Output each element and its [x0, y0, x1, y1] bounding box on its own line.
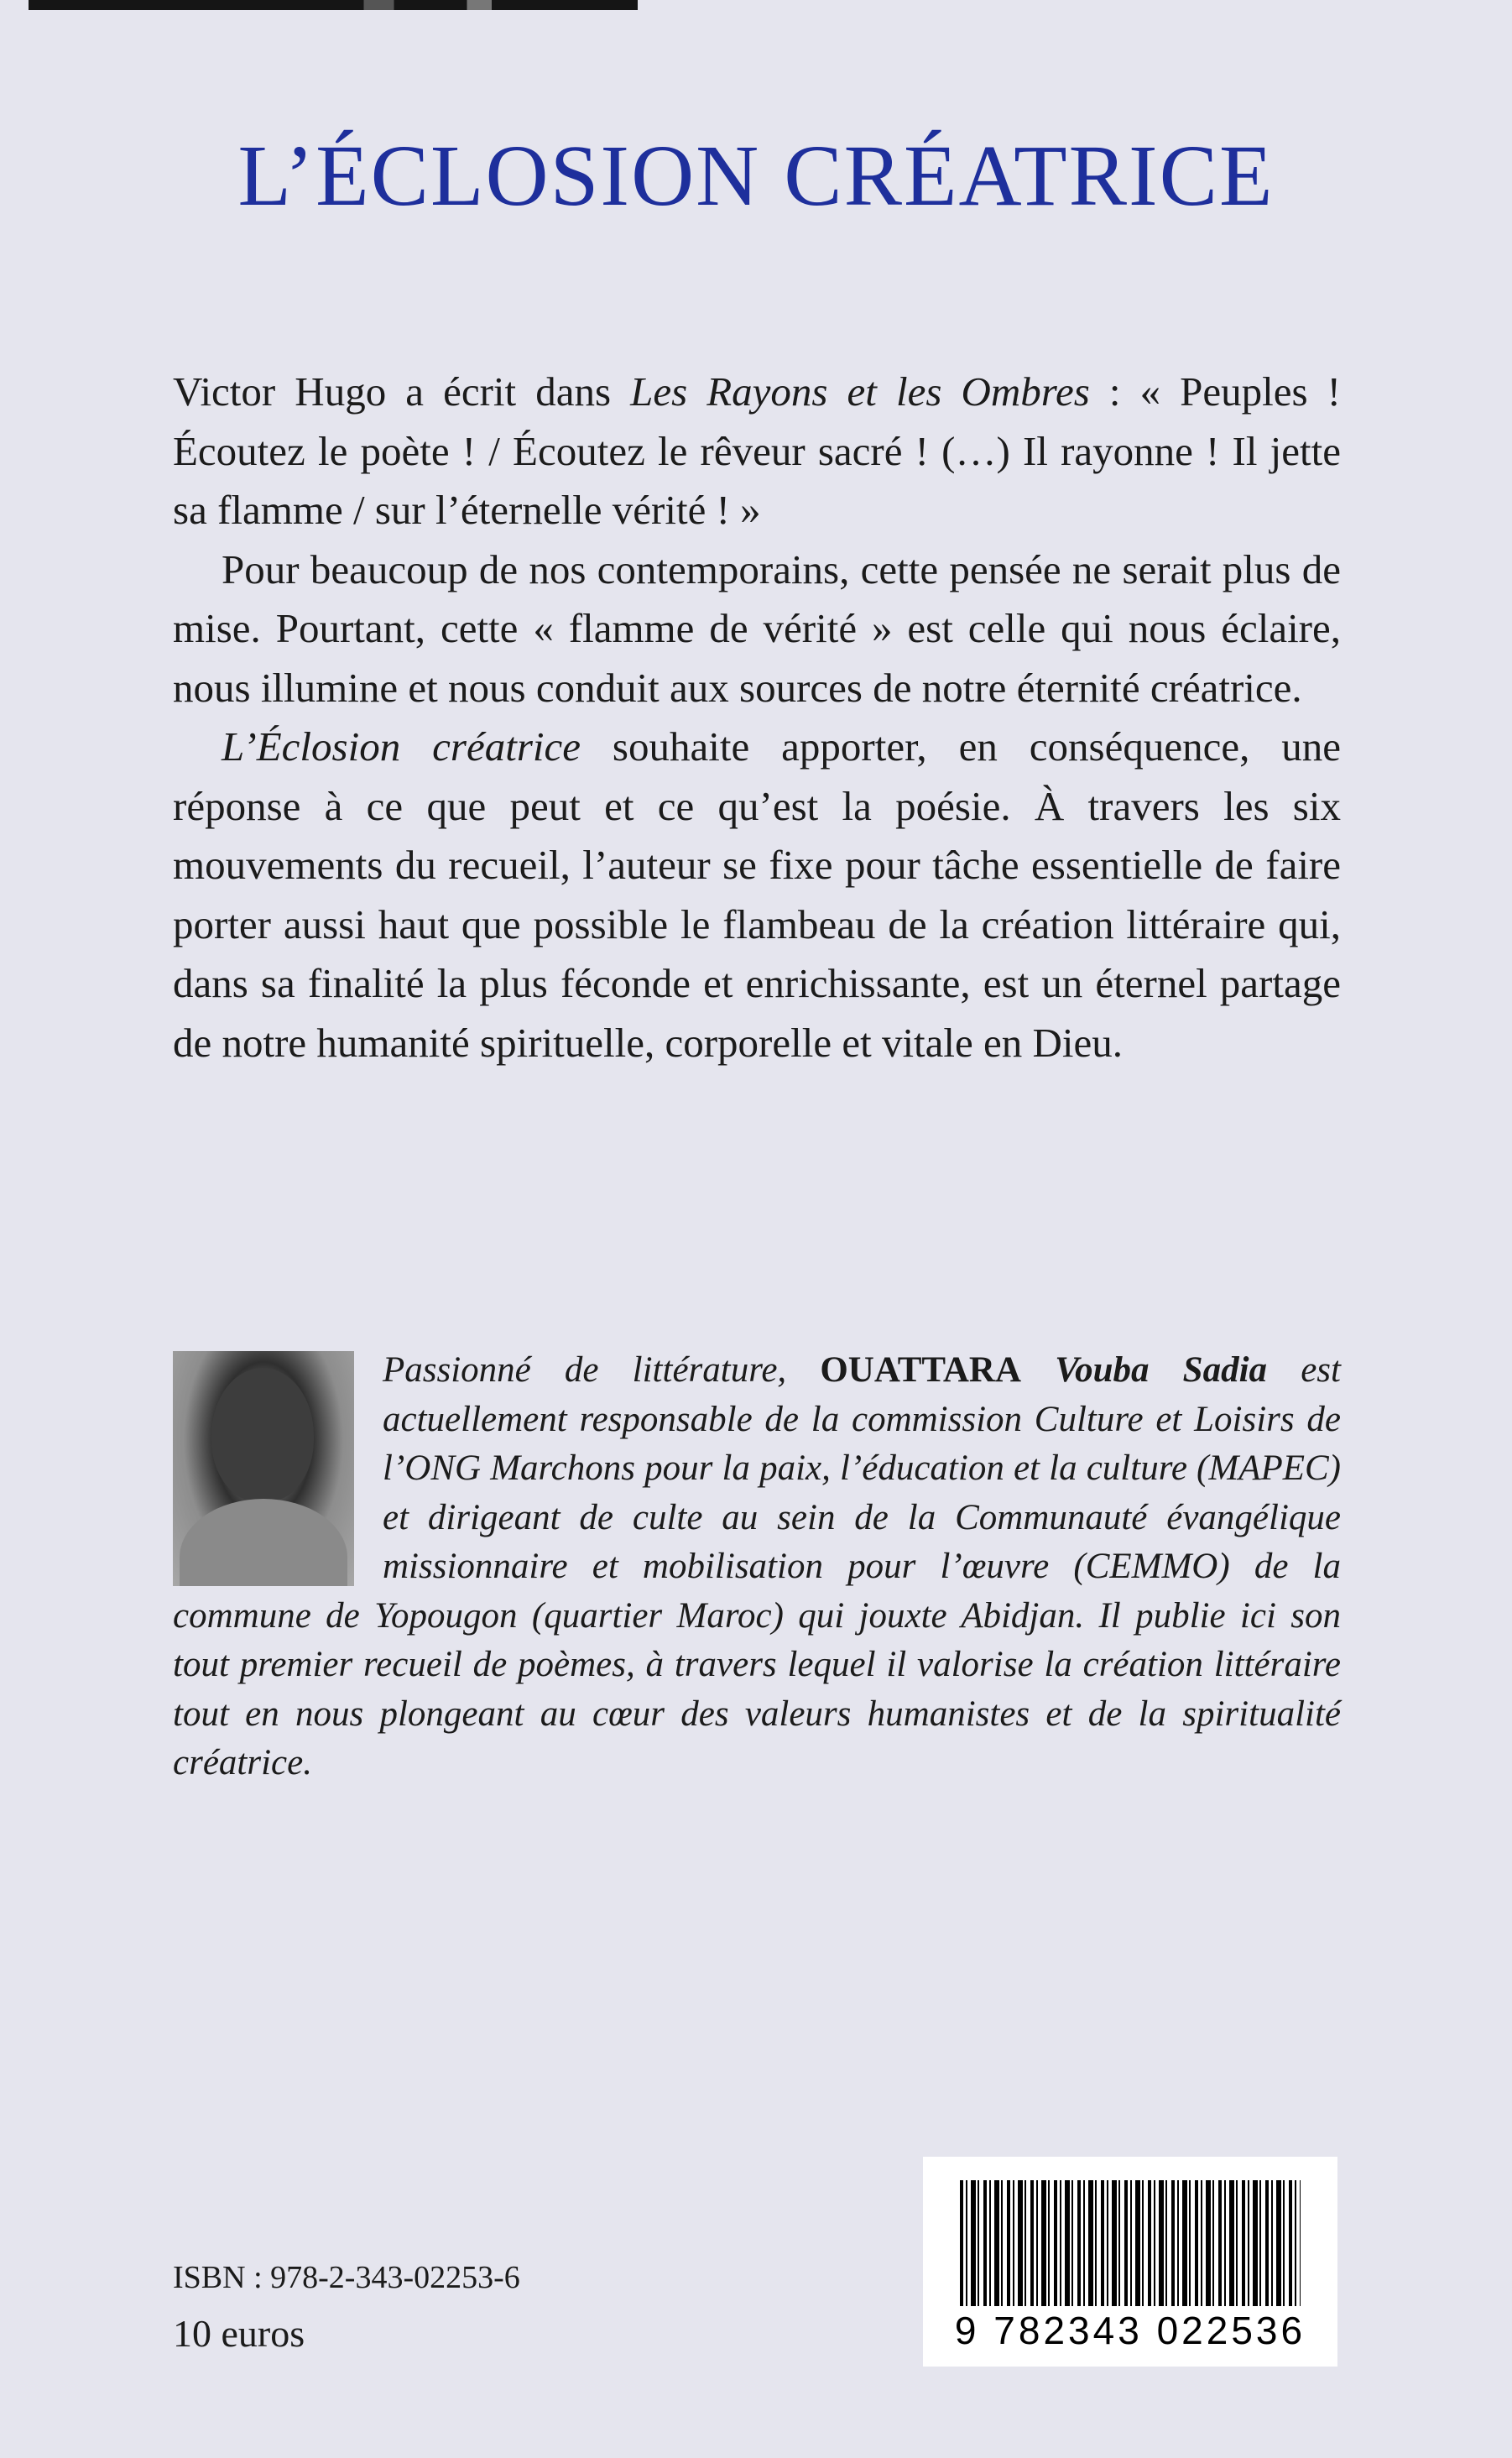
author-given-name: Vouba Sadia [1021, 1350, 1268, 1390]
barcode [923, 2157, 1337, 2367]
price-label: 10 euros [173, 2312, 305, 2355]
blurb-paragraph-3 [173, 718, 1341, 1072]
quoted-work-title: Les Rayons et les Ombres [630, 368, 1090, 415]
author-photo-head [211, 1368, 314, 1502]
blurb-paragraph-1 [173, 363, 1341, 540]
blurb-text: souhaite apporter, en conséquence, une réponse à ce que peut et ce qu’est la poésie. À travers les six mouvements du recueil, l’auteur se fixe pour tâche essentielle de faire porter aussi haut que possible le flambeau de la création littéraire qui, dans sa finalité la plus féconde et enrichissante, est un éternel partage de notre humanité spirituelle, corporelle et vitale en Dieu. [173, 723, 1341, 1066]
barcode-digits: 9 782343 022536 [954, 2309, 1306, 2352]
author-surname: OUATTARA [820, 1350, 1022, 1390]
book-title: L’ÉCLOSION CRÉATRICE [237, 128, 1275, 224]
author-photo [173, 1351, 354, 1586]
author-bio [173, 1346, 1341, 1788]
isbn-label: ISBN : 978-2-343-02253-6 [173, 2260, 520, 2295]
blurb-text: Victor Hugo a écrit dans [173, 368, 631, 415]
bio-text: est actuellement responsable de la commission Culture et Loisirs de l’ONG Marchons pour la paix, l’éducation et la culture (MAPEC) et dirigeant de culte au sein de la Communauté évangélique missionnaire et mobilisation pour l’œuvre (CEMMO) de la commune de Yopougon (quartier Maroc) qui jouxte Abidjan. Il publie ici son tout premier recueil de poèmes, à travers lequel il valorise la création littéraire tout en nous plongeant au cœur des valeurs humanistes et de la spiritualité créatrice. [173, 1350, 1341, 1782]
cover-blurb [173, 363, 1341, 1072]
blurb-paragraph-2: Pour beaucoup de nos contemporains, cette pensée ne serait plus de mise. Pourtant, cette « flamme de vérité » est celle qui nous éclaire, nous illumine et nous conduit aux sources de notre éternité créatrice. [173, 545, 1341, 711]
barcode-bars [960, 2180, 1301, 2306]
book-title-mention: L’Éclosion créatrice [222, 723, 581, 770]
top-edge-strip [29, 0, 638, 10]
bio-text: Passionné de littérature, [383, 1350, 821, 1390]
blurb-text: : « Peuples ! Écoutez le poète ! / Écoutez le rêveur sacré ! (…) Il rayonne ! Il jette sa flamme / sur l’éternelle vérité ! » [173, 368, 1341, 533]
author-photo-shoulders [180, 1499, 347, 1586]
